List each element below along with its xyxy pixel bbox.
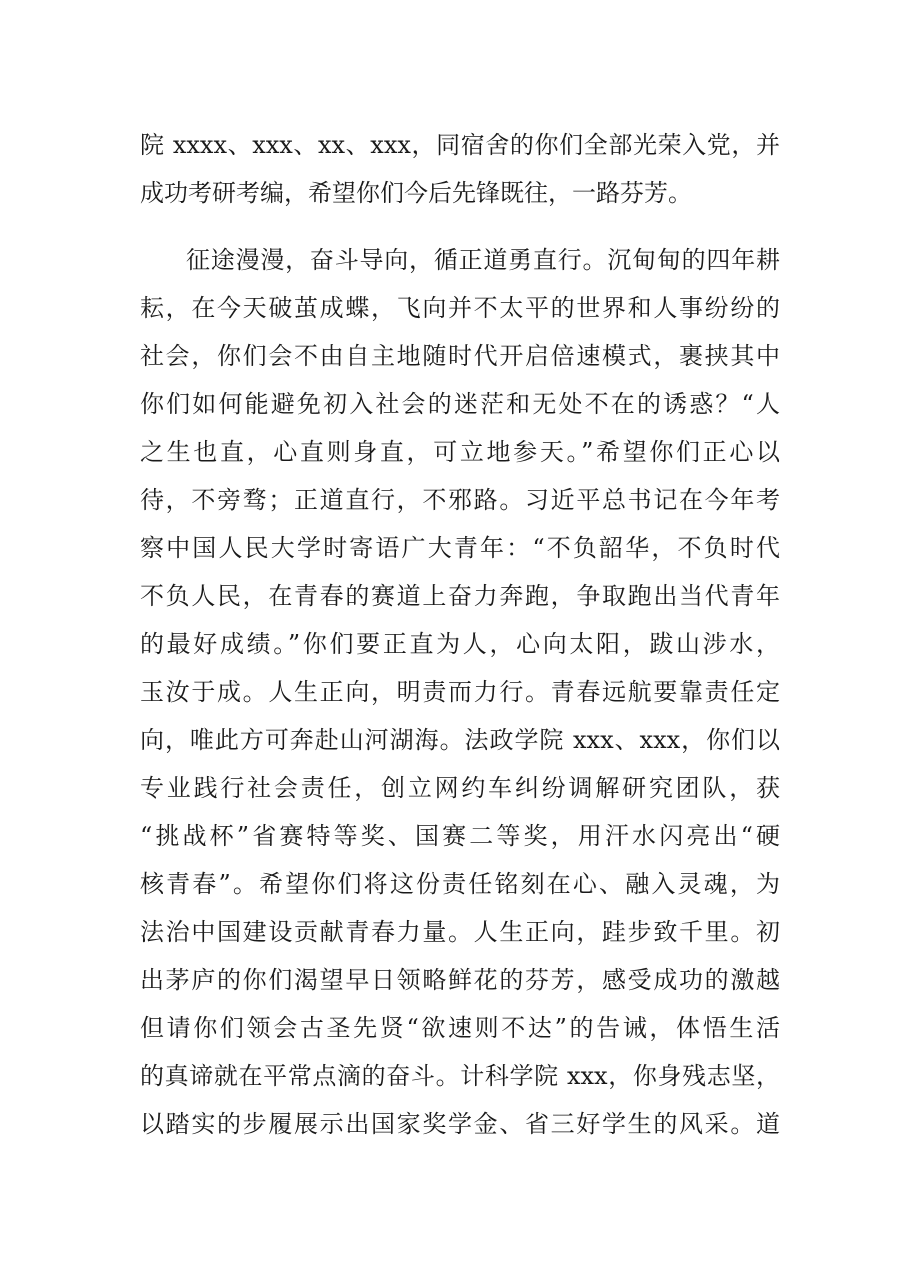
text-line: 但请你们领会古圣先贤“欲速则不达”的告诫，体悟生活 bbox=[140, 1014, 780, 1042]
text-line: 社会，你们会不由自主地随时代开启倍速模式，裹挟其中 bbox=[140, 342, 780, 370]
text-line: 以踏实的步履展示出国家奖学金、省三好学生的风采。道 bbox=[140, 1110, 780, 1138]
text-line: 法治中国建设贡献青春力量。人生正向，跬步致千里。初 bbox=[140, 918, 780, 946]
text-line: 之生也直，心直则身直，可立地参天。”希望你们正心以 bbox=[140, 438, 780, 466]
paragraph-2 bbox=[140, 236, 780, 1148]
text-line: 玉汝于成。人生正向，明责而力行。青春远航要靠责任定 bbox=[140, 678, 780, 706]
text-line: 征途漫漫，奋斗导向，循正道勇直行。沉甸甸的四年耕 bbox=[186, 246, 780, 274]
text-line: 的真谛就在平常点滴的奋斗。计科学院 xxx，你身残志坚， bbox=[140, 1062, 780, 1090]
text-line: “挑战杯”省赛特等奖、国赛二等奖，用汗水闪亮出“硬 bbox=[140, 822, 780, 850]
paragraph-gap bbox=[140, 217, 780, 236]
text-line: 的最好成绩。”你们要正直为人，心向太阳，跋山涉水， bbox=[140, 630, 780, 658]
text-line: 待，不旁骛；正道直行，不邪路。习近平总书记在今年考 bbox=[140, 486, 780, 514]
text-line: 你们如何能避免初入社会的迷茫和无处不在的诱惑？“人 bbox=[140, 390, 780, 418]
text-line: 核青春”。希望你们将这份责任铭刻在心、融入灵魂，为 bbox=[140, 870, 780, 898]
text-line: 不负人民，在青春的赛道上奋力奔跑，争取跑出当代青年 bbox=[140, 582, 780, 610]
text-line: 院 xxxx、xxx、xx、xxx，同宿舍的你们全部光荣入党，并 bbox=[140, 131, 780, 159]
text-line: 专业践行社会责任，创立网约车纠纷调解研究团队，获 bbox=[140, 774, 780, 802]
text-line: 察中国人民大学时寄语广大青年：“不负韶华，不负时代 bbox=[140, 534, 780, 562]
text-line: 成功考研考编，希望你们今后先锋既往，一路芬芳。 bbox=[140, 179, 692, 207]
text-line: 向，唯此方可奔赴山河湖海。法政学院 xxx、xxx，你们以 bbox=[140, 726, 780, 754]
text-line: 出茅庐的你们渴望早日领略鲜花的芬芳，感受成功的激越 bbox=[140, 966, 780, 994]
text-line: 耘，在今天破茧成蝶，飞向并不太平的世界和人事纷纷的 bbox=[140, 294, 780, 322]
paragraph-1 bbox=[140, 121, 780, 217]
body-text bbox=[140, 121, 780, 1148]
